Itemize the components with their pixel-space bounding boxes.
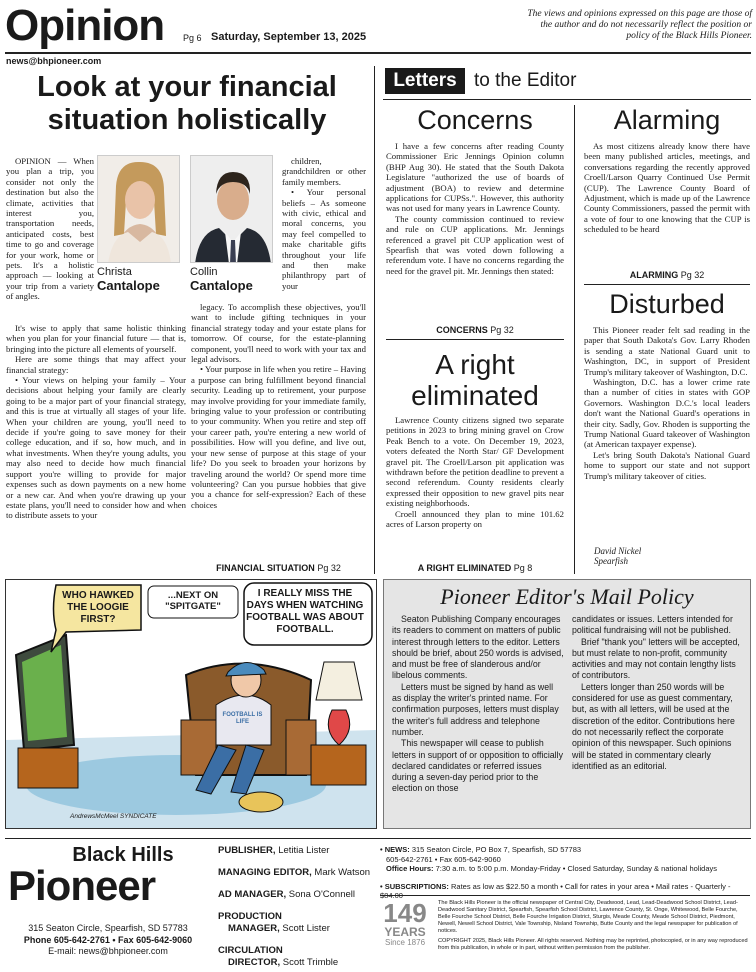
concerns-rule — [386, 339, 564, 340]
letter-title-concerns: Concerns — [417, 105, 533, 135]
header-rule — [5, 52, 751, 54]
letter-title-alarming: Alarming — [613, 105, 721, 135]
alarming-rule — [584, 284, 750, 285]
letter-title-disturbed: Disturbed — [609, 289, 725, 319]
cartoon-credit: AndrewsMcMeel SYNDICATE — [70, 813, 157, 820]
letters-banner: Letters — [385, 68, 465, 94]
concerns-jump[interactable]: CONCERNS Pg 32 — [436, 325, 514, 335]
footer-rule — [5, 838, 751, 839]
column-text-1b: It's wise to apply that same holistic thinking when you plan for your financial future — that is, bringing into the picture all elements of yourself. Here are some things that may affect your financial strategy: • Your views on helping your family – Your decisions about helping your family are clearly going to be a major part of your financial strategy, and this is true at virtually all stages of your life. When your children are young, you'll need to decide if you're going to save money for their college education, and if so, how much, and in what investments. When they're young adults, you may also need to decide how much financial support you're willing to provide for major expenses such as down payments on a new home or a new car. And when you're drawing up your estate plans, you'll need to consider how and when to distribute assets to your — [6, 323, 186, 521]
anniversary-badge: 149 YEARS Since 1876 — [383, 898, 427, 947]
staff-list: PUBLISHER, Letitia Lister MANAGING EDITOR, Mark Watson AD MANAGER, Sona O'Connell PRODUCTION MANAGER, Scott Lister CIRCULATION DIRECTOR, Scott Trimble — [218, 845, 371, 968]
publisher-address: 315 Seaton Circle, Spearfish, SD 57783 Phone 605-642-2761 • Fax 605-642-9060 E-mail: news@bhpioneer.com — [23, 923, 193, 956]
letter-disturbed-text: This Pioneer reader felt sad reading in the paper that South Dakota's Gov. Larry Rhoden is sending a state National Guard unit to Washington, DC, in support of President Trump's military takeover of Washington, D.C. Washington, D.C. has a lower crime rate than a number of cities in states with GOP Governors. Washington D.C.'s local leaders don't want the National Guard's operations in their city. Sadly, Gov. Rhoden is supporting the Trump National Guard takeover of Washington (at American taxpayer expense). Let's bring South Dakota's National Guard home to support our state and not support Trump's military takeover of cities. — [584, 325, 750, 481]
letter-title-right: A right eliminated — [411, 349, 539, 411]
cartoon-shirt: FOOTBALL IS LIFE — [222, 712, 263, 725]
mail-policy-left: Seaton Publishing Company encourages its readers to comment on matters of public interest through letters to the editor. Letters should be brief, about 250 words is advised, and must be free of slanderous and/or libelous comments. Letters must be signed by hand as well as display the writer's printed name. For confirmation purposes, letters must display the writer's full address and telephone number. This newspaper will cease to publish letters in support of or opposition to officially declared candidates or referred issues during a seven-day period prior to the election on those — [392, 614, 564, 794]
letter-right-text: Lawrence County citizens signed two separate petitions in 2023 to bring mining gravel on Crow Peak Bench to a vote. On December 19, 2023, voters defeated the North Star/ GF Development gravel pit. The Croell/Larson pit application was withdrawn before the petition deadline to prevent a second referendum. County residents clearly expressed their opposition to new gravel pits near existing neighborhoods. Croell announced they plan to mine 101.62 acres of Larson property on — [386, 415, 564, 530]
column-text-3: children, grandchildren or other family members. • Your personal beliefs – As someone with civic, ethical and moral concerns, you may feel compelled to make charitable gifts throughout your life and then make philanthropy part of your — [282, 156, 366, 291]
official-notice: The Black Hills Pioneer is the official newspaper of Central City, Deadwood, Lead, Lead-Deadwood School District, Lead-Deadwood Sanitary District, Spearfish, Spearfish School District, Lawrence County, St. Onge, Whitewood, Belle Fourche, Belle Fourche School District, Belle Fourche Irrigation District, Sturgis, Meade County, Meade School District, Piedmont, Newell, Newell School District, Vale Township, Nisland Township, Butte County and the legal newspaper for publication of notices. COPYRIGHT 2025, Black Hills Pioneer. All rights reserved. Nothing may be reprinted, photocopied, or in any way reproduced from this publication, in whole or in part, without written permission from the publisher. — [438, 900, 748, 951]
letter-signature: David Nickel Spearfish — [594, 546, 642, 566]
office-rule — [380, 895, 750, 896]
letter-alarming-text: As most citizens already know there have been many published articles, meetings, and conversations regarding the recently approved Croell/Larson Quarry Continued Use Permit (CUP). The Lawrence County Board of Adjustment, which is made up of the Lawrence County Commissioners, passed the permit with a vote of four to one knowing that the CUP is scheduled to be heard — [584, 141, 750, 235]
column-text-2: legacy. To accomplish these objectives, you'll want to include gifting techniques in your financial strategy today and your estate plans for tomorrow. Of course, for the estate-planning component, you'll need to work with your tax and legal advisors. • Your purpose in life when you retire – Having a purpose can bring fulfillment beyond financial security. Leading up to retirement, your purpose may involve providing for your immediate family, bringing value to your profession or contributing to your community. When you retire and step off your career path, you're entering a new world of possibilities. How will you define, and live out, your new sense of purpose at this stage of your life? Do you seek to broaden your horizons by traveling around the world? Or spend more time volunteering? Can you pursue hobbies that give you a chance for self-expression? Each of these choices — [191, 302, 366, 510]
disclaimer: The views and opinions expressed on this page are those of the author and do not necessarily reflect the position or policy of the Black Hills Pioneer. — [527, 9, 752, 41]
logo: Black Hills Pioneer — [8, 844, 174, 909]
cartoon-bubble-1: WHO HAWKED THE LOOGIE FIRST? — [62, 590, 134, 625]
letters-rule — [383, 99, 751, 100]
office-info: • NEWS: 315 Seaton Circle, PO Box 7, Spearfish, SD 57783 605-642-2761 • Fax 605-642-9060 Office Hours: 7:30 a.m. to 5:00 p.m. Monday-Friday • Closed Saturday, Sunday & national holidays • SUBSCRIPTIONS: Rates as low as $22.50 a month • Call for rates in your area • Mail rates - Quarterly - — [380, 845, 731, 891]
right-jump[interactable]: A RIGHT ELIMINATED Pg 8 — [417, 563, 533, 573]
column-text-1a: OPINION — When you plan a trip, you consider not only the destination but also the climate, activities that interest you, transportation needs, anticipated costs, best time to go and coverage for your work, home or pets. It's a holistic approach — looking at your trip from a variety of angles. — [6, 156, 94, 302]
mail-policy-title: Pioneer Editor's Mail Policy — [440, 584, 694, 609]
letters-subtitle: to the Editor — [474, 70, 577, 91]
page-number: Pg 6 — [183, 33, 202, 43]
contact-email[interactable]: news@bhpioneer.com — [6, 56, 102, 66]
author-photo-1 — [97, 155, 180, 263]
cartoon-bubble-2: ...NEXT ON "SPITGATE" — [165, 590, 221, 612]
issue-date: Saturday, September 13, 2025 — [211, 31, 367, 43]
author-photo-2 — [190, 155, 273, 263]
cartoon-bubble-3: I REALLY MISS THE DAYS WHEN WATCHING FOOTBALL WAS ABOUT FOOTBALL. — [246, 588, 364, 635]
alarming-jump[interactable]: ALARMING Pg 32 — [629, 270, 705, 280]
letters-divider — [574, 105, 575, 574]
mail-policy-right: candidates or issues. Letters intended for political fundraising will not be published. Brief "thank you" letters will be accepted, but must relate to non-profit, community activities and may not contain lengthy lists of contributors. Letters longer than 250 words will be considered for use as guest commentary, but, as with all letters, will be used at the discretion of the editor. Contributions here do not necessarily reflect the corporate opinion of this newspaper. Such opinions will be stated in commentary clearly identified as an editorial. — [572, 614, 740, 771]
column-jump[interactable]: FINANCIAL SITUATION Pg 32 — [216, 563, 341, 573]
vertical-divider — [374, 66, 375, 574]
author-name-2: Collin Cantalope — [190, 266, 253, 293]
letter-concerns-text: I have a few concerns after reading County Commissioner Eric Jennings Opinion column (BHP Aug 30). He stated that the South Dakota Legislature "authorized the use of boards of adjustment (BOA) to review and determine applications for CUPSs.". However, this authority was not used for many years in Lawrence County. The county commission continued to review and rule on CUP applications. Mr. Jennings referenced a gravel pit CUP application west of Spearfish that was voted down following a referendum vote. I have no concerns regarding the need for the gravel pit. Mr. Jennings then stated: — [386, 141, 564, 276]
section-title: Opinion — [5, 1, 165, 50]
column-headline: Look at your financial situation holistically — [37, 71, 337, 136]
author-name-1: Christa Cantalope — [97, 266, 160, 293]
